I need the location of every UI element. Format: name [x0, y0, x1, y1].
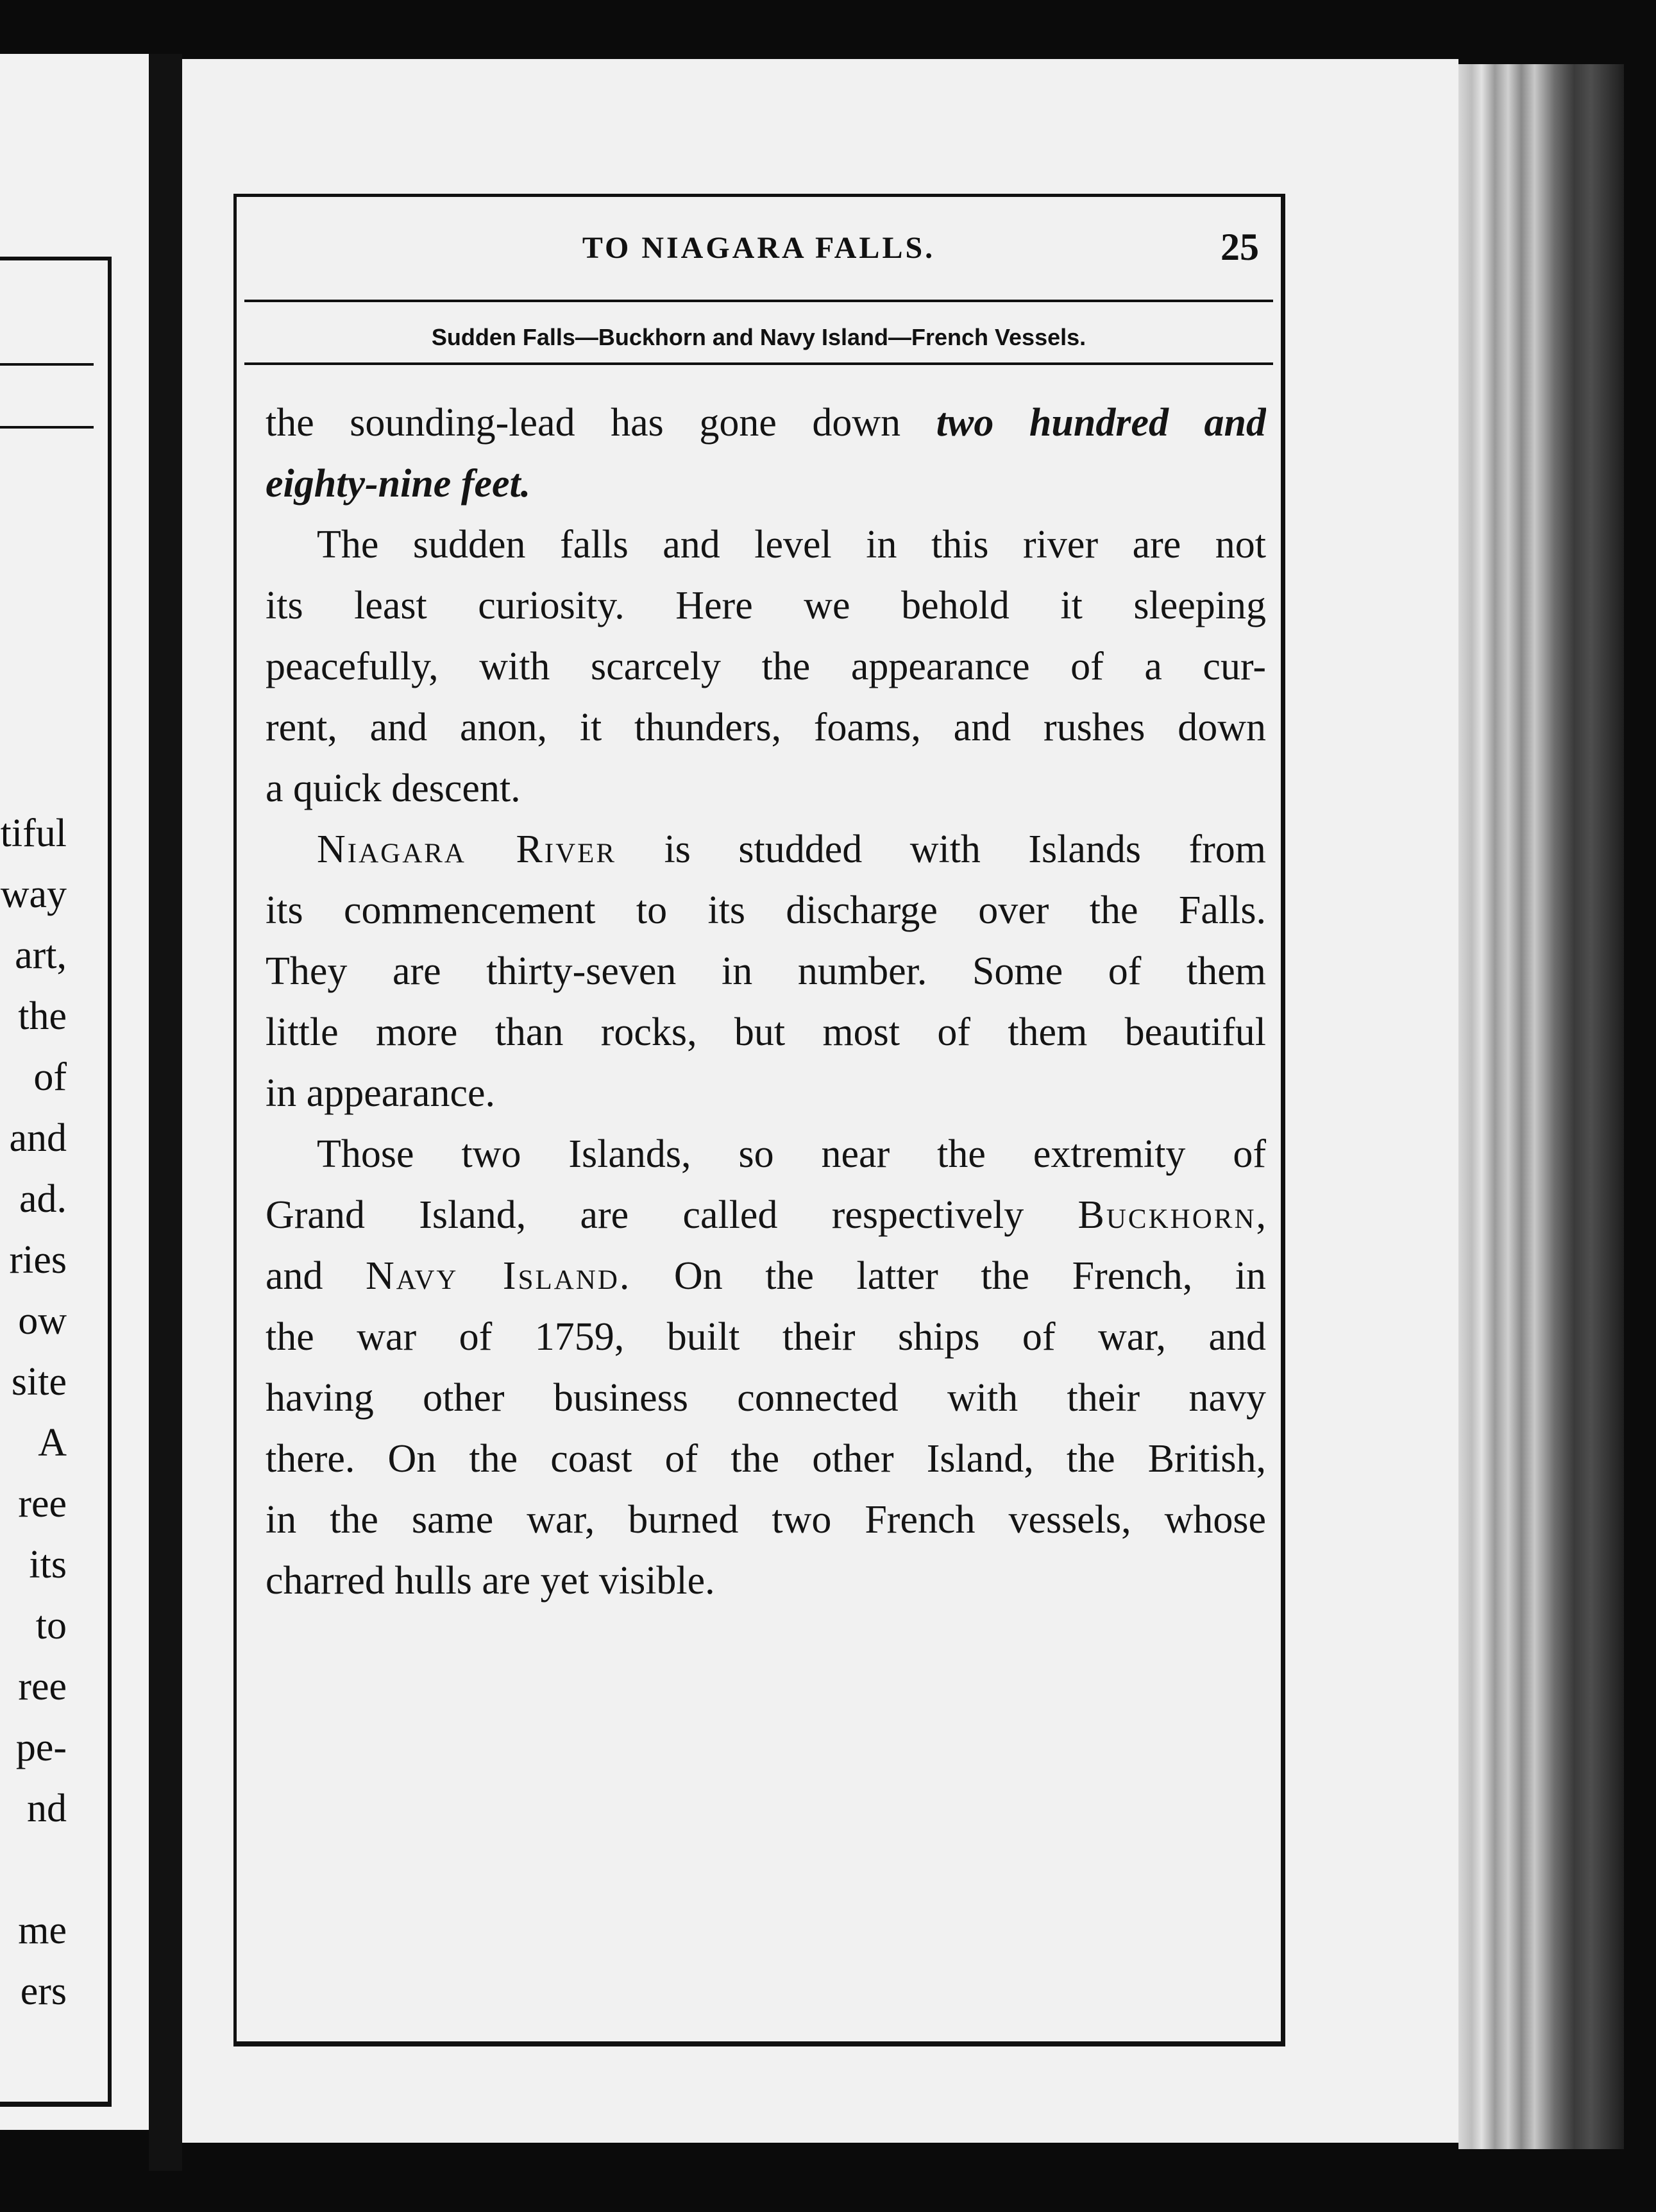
running-title: TO NIAGARA FALLS. — [582, 231, 936, 265]
left-page-rule — [0, 426, 94, 429]
small-caps-text: Navy Island. — [366, 1254, 632, 1298]
left-line: ers — [20, 1970, 67, 2013]
left-line: site — [11, 1360, 67, 1404]
left-line: ow — [18, 1299, 67, 1343]
left-line: nd — [27, 1787, 67, 1830]
text-line: in appearance. — [266, 1071, 495, 1115]
text-line: The sudden falls and level in this river are not — [317, 523, 1266, 566]
text-line: the war of 1759, built their ships of war, and — [266, 1315, 1266, 1359]
text-span: the sounding-lead has gone down — [266, 401, 936, 445]
left-facing-page — [0, 54, 149, 2130]
text-line: Those two Islands, so near the extremity of — [317, 1132, 1266, 1176]
left-line: way — [0, 872, 67, 916]
left-line: and — [9, 1116, 67, 1160]
text-span: and — [266, 1254, 366, 1298]
left-line — [0, 1839, 67, 1900]
header-rule — [244, 300, 1273, 302]
text-line: charred hulls are yet visible. — [266, 1559, 715, 1603]
text-line: in the same war, burned two French vessels, whose — [266, 1498, 1266, 1542]
text-line — [266, 1246, 1266, 1307]
page-edges — [1458, 64, 1624, 2149]
left-page-text — [0, 803, 67, 2022]
text-line: there. On the coast of the other Island, the British, — [266, 1437, 1266, 1481]
left-line: tiful — [0, 812, 67, 855]
left-line: ad. — [19, 1177, 67, 1221]
book-gutter — [149, 54, 182, 2171]
left-line: pe- — [15, 1726, 67, 1769]
text-line — [266, 1185, 1266, 1246]
text-line — [266, 819, 1266, 880]
italic-text: two hundred and — [936, 401, 1266, 445]
section-subtitle: Sudden Falls—Buckhorn and Navy Island—French Vessels. — [431, 324, 1086, 350]
text-span: On the latter the French, in — [631, 1254, 1266, 1298]
text-line: rent, and anon, it thunders, foams, and rushes down — [266, 706, 1266, 749]
text-line — [266, 393, 1266, 454]
body-text — [266, 393, 1266, 1612]
left-line: A — [38, 1421, 67, 1465]
text-line: They are thirty-seven in number. Some of them — [266, 949, 1266, 993]
left-line: its — [29, 1543, 67, 1587]
left-line: ree — [18, 1665, 67, 1708]
text-span: Grand Island, are called respectively — [266, 1193, 1078, 1237]
left-page-rule — [0, 363, 94, 366]
left-line: of — [33, 1055, 67, 1099]
left-line: ries — [9, 1238, 67, 1282]
text-line: its least curiosity. Here we behold it sleeping — [266, 584, 1266, 627]
left-line: ree — [18, 1482, 67, 1526]
text-line: having other business connected with their navy — [266, 1376, 1266, 1420]
left-line: me — [18, 1909, 67, 1952]
page-frame — [233, 194, 1285, 2046]
text-line: its commencement to its discharge over the Falls. — [266, 889, 1266, 932]
left-line: the — [18, 994, 67, 1038]
left-line: to — [35, 1604, 67, 1647]
small-caps-text: Niagara River — [317, 828, 617, 871]
text-line: peacefully, with scarcely the appearance of a cur- — [266, 645, 1266, 688]
subtitle-rule — [244, 362, 1273, 365]
text-line: little more than rocks, but most of them beautiful — [266, 1010, 1266, 1054]
left-line: art, — [15, 933, 67, 977]
small-caps-text: Buckhorn — [1077, 1193, 1256, 1237]
italic-text: eighty-nine feet. — [266, 462, 531, 506]
text-span: is studded with Islands from — [616, 828, 1266, 871]
text-span: , — [1256, 1193, 1266, 1237]
text-line: a quick descent. — [266, 767, 521, 810]
page-number: 25 — [1221, 226, 1259, 268]
